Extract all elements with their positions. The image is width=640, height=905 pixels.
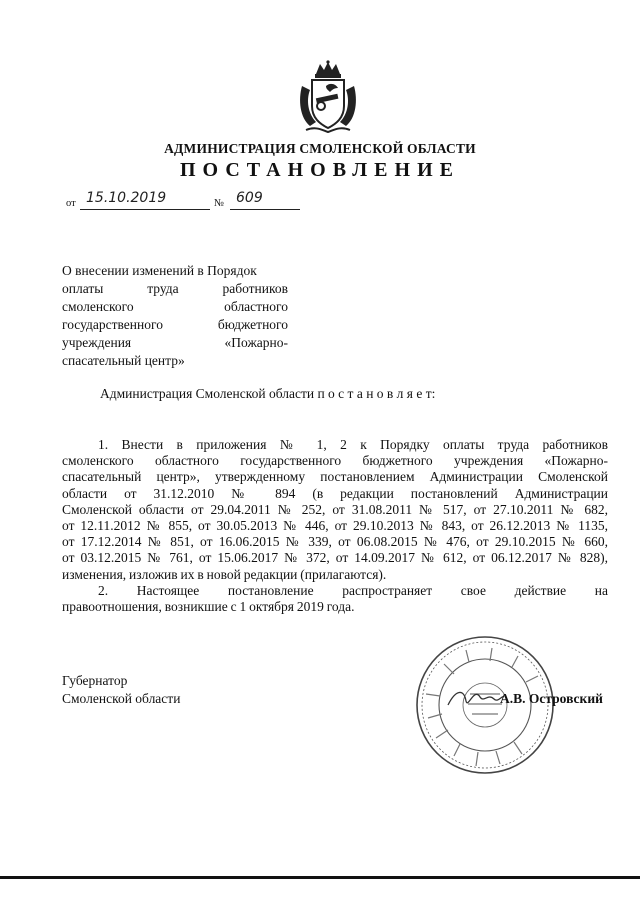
number-label: № [214,198,225,209]
signatory-name: А.В. Островский [500,691,603,706]
signatory-title-line: Губернатор [62,673,128,688]
body-line: смоленского областного государственного бюджетного учреждения «Пожарно- [62,453,608,469]
date-prefix-label: от [66,198,76,209]
body-line: 1. Внести в приложения № 1, 2 к Порядку оплаты труда работников [98,437,608,452]
body-line: области от 31.12.2010 № 894 (в редакции постановлений Администрации [62,485,608,501]
subject-block [62,262,288,370]
number-underline [230,209,300,210]
decree-line: Администрация Смоленской области п о с т а н о в л я е т: [100,386,436,401]
document-number: 609 [236,190,263,206]
subject-line: смоленского областного [62,299,288,314]
body-line: правоотношения, возникшие с 1 октября 2019 года. [62,599,355,615]
document-type-title: ПОСТАНОВЛЕНИЕ [180,159,460,181]
subject-line: учреждения «Пожарно- [62,335,288,350]
body-line: изменения, изложив их в новой редакции (прилагаются). [62,566,387,582]
body-line: Смоленской области от 29.04.2011 № 252, от 31.08.2011 № 517, от 27.10.2011 № 682, [62,501,608,517]
body-line: от 12.11.2012 № 855, от 30.05.2013 № 446, от 29.10.2013 № 843, от 26.12.2013 № 1135, [62,518,608,534]
footer-rule [0,876,640,879]
subject-line: оплаты труда работников [62,281,288,296]
organization-title: АДМИНИСТРАЦИЯ СМОЛЕНСКОЙ ОБЛАСТИ [164,141,476,156]
body-line: спасательный центр», утвержденному постановлением Администрации Смоленской [62,469,608,485]
date-underline [80,209,210,210]
document-date: 15.10.2019 [86,190,167,206]
smolensk-coat-of-arms-icon [296,60,360,134]
handwritten-signature-icon [446,683,506,713]
subject-line: государственного бюджетного [62,317,288,332]
body-line: 2. Настоящее постановление распространяет свое действие на [98,582,608,598]
subject-line: спасательный центр» [62,353,185,368]
body-line: от 03.12.2015 № 761, от 15.06.2017 № 372, от 14.09.2017 № 612, от 06.12.2017 № 828), [62,550,608,566]
decree-body [62,437,608,615]
signatory-title-line: Смоленской области [62,691,181,706]
signatory-title [62,672,180,708]
body-line: от 17.12.2014 № 851, от 16.06.2015 № 339, от 06.08.2015 № 476, от 29.10.2015 № 660, [62,534,608,550]
subject-line: О внесении изменений в Порядок [62,263,257,278]
dateline [66,190,306,212]
